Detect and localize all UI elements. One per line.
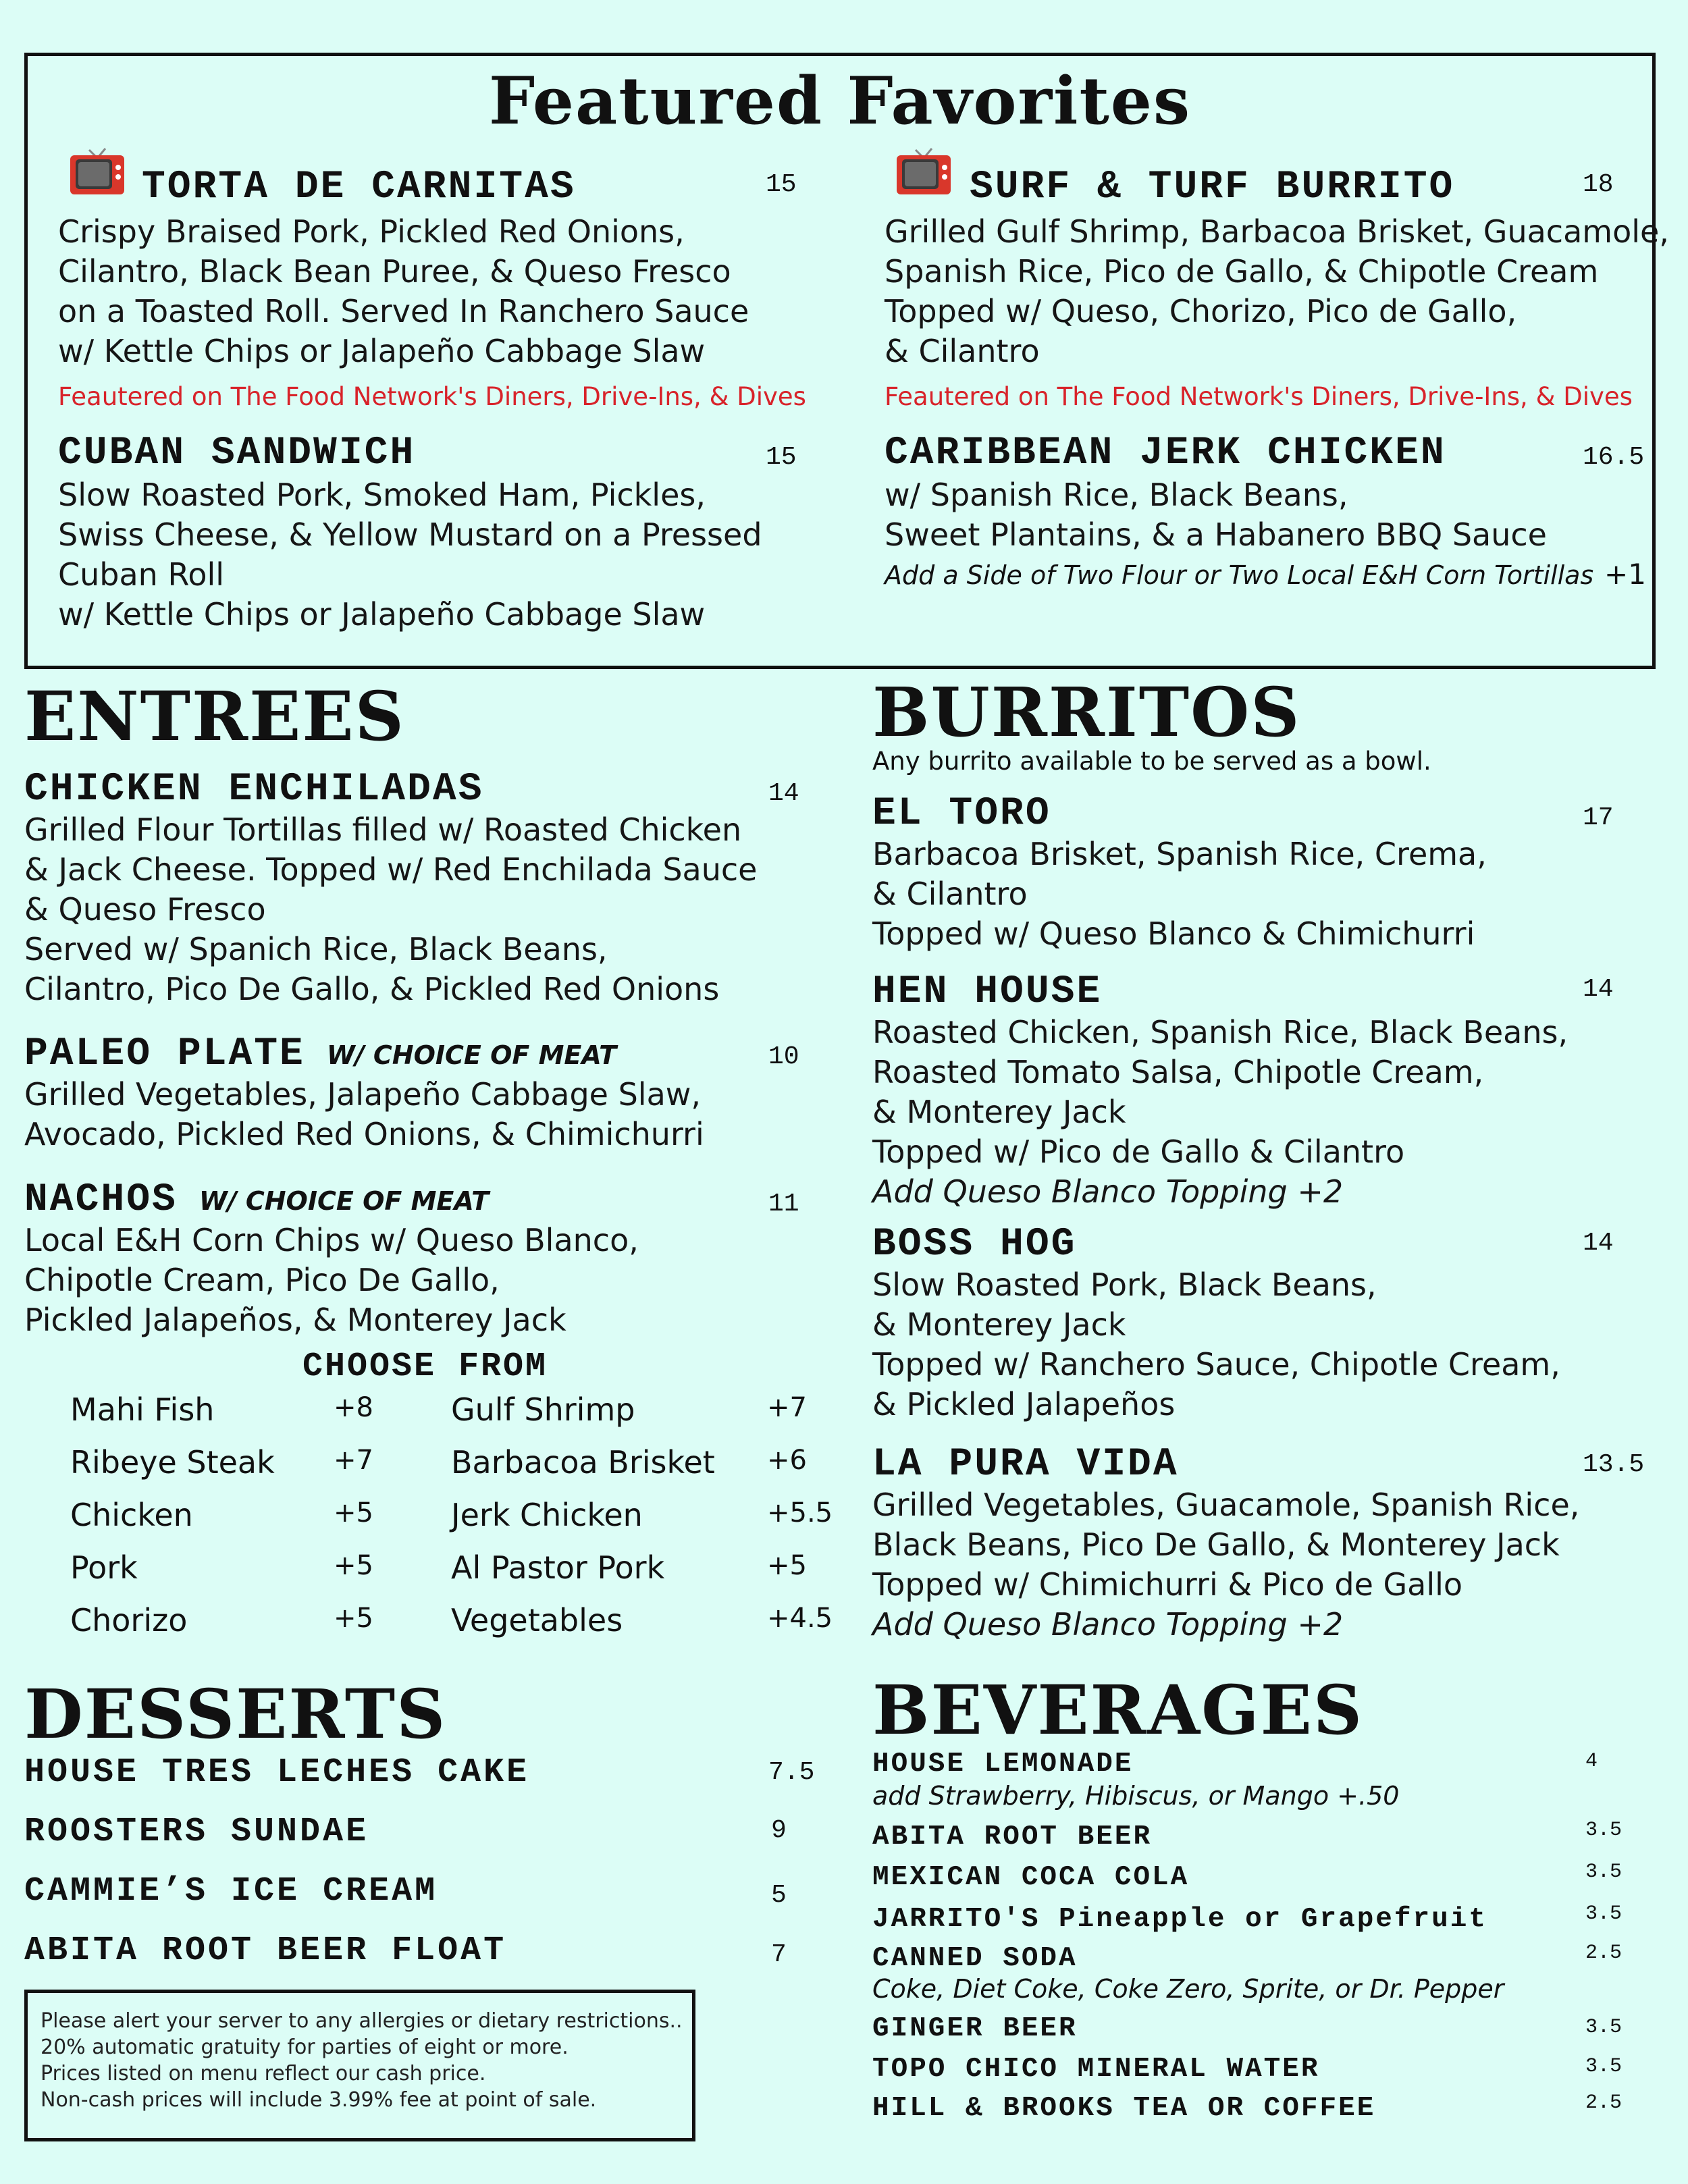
dessert-item-price: 9	[771, 1816, 787, 1845]
burrito-item-title: EL TORO	[872, 792, 1051, 836]
featured-item-price: 16.5	[1583, 443, 1645, 472]
featured-item-price: 18	[1583, 170, 1614, 199]
meat-option: Barbacoa Brisket +6	[451, 1444, 807, 1481]
burritos-subtitle: Any burrito available to be served as a bowl.	[872, 747, 1431, 776]
beverages-title: BEVERAGES	[872, 1670, 1364, 1750]
beverage-item-title: CANNED SODA	[872, 1943, 1078, 1974]
burrito-item-description: Roasted Chicken, Spanish Rice, Black Beans, Roasted Tomato Salsa, Chipotle Cream, & Monterey Jack Topped w/ Pico de Gallo & Cilantro Add Queso Blanco Topping +2	[872, 1013, 1568, 1212]
beverage-item-title: HOUSE LEMONADE	[872, 1749, 1134, 1780]
beverage-item-price: 4	[1585, 1750, 1598, 1773]
dessert-item-title: CAMMIE’S ICE CREAM	[24, 1872, 438, 1911]
desserts-title: DESSERTS	[24, 1674, 447, 1754]
entree-item-price: 14	[768, 779, 799, 808]
beverage-item-price: 3.5	[1585, 2016, 1623, 2039]
featured-item-description: w/ Spanish Rice, Black Beans, Sweet Plantains, & a Habanero BBQ Sauce	[885, 477, 1547, 553]
meat-option: Al Pastor Pork +5	[451, 1549, 807, 1586]
meat-options-right	[451, 1389, 833, 1653]
beverage-item-price: 3.5	[1585, 1819, 1623, 1842]
entree-item-description: Local E&H Corn Chips w/ Queso Blanco, Chipotle Cream, Pico De Gallo, Pickled Jalapeños, & Monterey Jack	[24, 1222, 639, 1338]
beverage-item-title: HILL & BROOKS TEA OR COFFEE	[872, 2093, 1376, 2124]
featured-item-note: Feautered on The Food Network's Diners, Drive-Ins, & Dives	[58, 382, 806, 411]
burrito-item-description: Slow Roasted Pork, Black Beans, & Monterey Jack Topped w/ Ranchero Sauce, Chipotle Cream, & Pickled Jalapeños	[872, 1267, 1560, 1422]
featured-title: Featured Favorites	[489, 63, 1191, 139]
dessert-item-price: 5	[771, 1881, 787, 1910]
dessert-item-title: ABITA ROOT BEER FLOAT	[24, 1932, 507, 1970]
tv-icon	[69, 147, 126, 200]
meat-options-left	[70, 1389, 373, 1653]
beverage-item-title: TOPO CHICO MINERAL WATER	[872, 2054, 1320, 2085]
entree-item-title: CHICKEN ENCHILADAS	[24, 768, 484, 811]
beverage-item-sub: add Strawberry, Hibiscus, or Mango +.50	[872, 1781, 1400, 1811]
meat-option: Gulf Shrimp +7	[451, 1391, 807, 1428]
featured-item-description: Grilled Gulf Shrimp, Barbacoa Brisket, Guacamole, Spanish Rice, Pico de Gallo, & Chipotle Cream Topped w/ Queso, Chorizo, Pico de Gallo, & Cilantro	[885, 213, 1669, 369]
featured-item-title: SURF & TURF BURRITO	[970, 165, 1455, 209]
meat-option: Mahi Fish +8	[70, 1391, 373, 1428]
notice-text: Please alert your server to any allergies or dietary restrictions.. 20% automatic gratuity for parties of eight or more. Prices listed on menu reflect our cash price. Non-cash prices will include 3.99% fee at point of sale.	[41, 2009, 683, 2112]
entrees-title: ENTREES	[24, 676, 405, 756]
meat-option: Pork +5	[70, 1549, 373, 1586]
beverage-item-title: ABITA ROOT BEER	[872, 1821, 1153, 1853]
beverage-item-price: 2.5	[1585, 2092, 1623, 2114]
entree-item-description: Grilled Flour Tortillas filled w/ Roasted Chicken & Jack Cheese. Topped w/ Red Enchilada Sauce & Queso Fresco Served w/ Spanich Rice, Black Beans, Cilantro, Pico De Gallo, & Pickled Red Onions	[24, 811, 758, 1007]
burritos-title: BURRITOS	[872, 672, 1301, 752]
burrito-item-description: Grilled Vegetables, Guacamole, Spanish Rice, Black Beans, Pico De Gallo, & Monterey Jack Topped w/ Chimichurri & Pico de Gallo Add Queso Blanco Topping +2	[872, 1485, 1579, 1645]
burrito-item-title: HEN HOUSE	[872, 970, 1103, 1014]
featured-item-title: CUBAN SANDWICH	[58, 431, 416, 475]
meat-option: Chorizo +5	[70, 1602, 373, 1639]
dessert-item-price: 7	[771, 1940, 787, 1969]
featured-item-description: Slow Roasted Pork, Smoked Ham, Pickles, Swiss Cheese, & Yellow Mustard on a Pressed Cuban Roll w/ Kettle Chips or Jalapeño Cabbage Slaw	[58, 477, 762, 633]
featured-item-price: 15	[766, 443, 797, 472]
dessert-item-price: 7.5	[768, 1758, 815, 1787]
meat-option: Vegetables +4.5	[451, 1602, 833, 1639]
meat-option: Jerk Chicken +5.5	[451, 1497, 833, 1533]
entree-item-price: 11	[768, 1190, 799, 1219]
burrito-item-price: 13.5	[1583, 1450, 1645, 1479]
featured-item-price: 15	[766, 170, 797, 199]
featured-item-title: CARIBBEAN JERK CHICKEN	[885, 431, 1446, 475]
entree-item-description: Grilled Vegetables, Jalapeño Cabbage Slaw, Avocado, Pickled Red Onions, & Chimichurri	[24, 1076, 704, 1152]
beverage-item-title: MEXICAN COCA COLA	[872, 1862, 1190, 1893]
burrito-item-price: 17	[1583, 803, 1614, 832]
featured-item-note: Feautered on The Food Network's Diners, Drive-Ins, & Dives	[885, 382, 1633, 411]
beverage-item-price: 2.5	[1585, 1942, 1623, 1965]
choose-from-heading: CHOOSE FROM	[302, 1348, 548, 1386]
beverage-item-title: JARRITO'S Pineapple or Grapefruit	[872, 1904, 1487, 1935]
entree-item-title: PALEO PLATE W/ CHOICE OF MEAT	[24, 1032, 617, 1076]
featured-item-description: Crispy Braised Pork, Pickled Red Onions, Cilantro, Black Bean Puree, & Queso Fresco on a Toasted Roll. Served In Ranchero Sauce w/ Kettle Chips or Jalapeño Cabbage Slaw	[58, 213, 749, 369]
burrito-item-price: 14	[1583, 1229, 1614, 1258]
dessert-item-title: HOUSE TRES LECHES CAKE	[24, 1753, 530, 1792]
beverage-item-price: 3.5	[1585, 2055, 1623, 2078]
beverage-item-sub: Coke, Diet Coke, Coke Zero, Sprite, or Dr. Pepper	[872, 1974, 1504, 2004]
dessert-item-title: ROOSTERS SUNDAE	[24, 1813, 369, 1851]
entree-item-title: NACHOS W/ CHOICE OF MEAT	[24, 1178, 490, 1222]
entree-item-qualifier: W/ CHOICE OF MEAT	[326, 1040, 617, 1070]
burrito-item-description: Barbacoa Brisket, Spanish Rice, Crema, & Cilantro Topped w/ Queso Blanco & Chimichurri	[872, 836, 1487, 952]
entree-item-price: 10	[768, 1042, 799, 1071]
beverage-item-title: GINGER BEER	[872, 2013, 1078, 2044]
meat-option: Ribeye Steak +7	[70, 1444, 373, 1481]
beverage-item-price: 3.5	[1585, 1861, 1623, 1884]
burrito-item-title: BOSS HOG	[872, 1223, 1077, 1267]
featured-item-addon: Add a Side of Two Flour or Two Local E&H Corn Tortillas	[885, 560, 1594, 590]
entree-item-qualifier: W/ CHOICE OF MEAT	[199, 1186, 490, 1216]
meat-option: Chicken +5	[70, 1497, 373, 1533]
featured-item-addon-price: +1	[1604, 558, 1646, 591]
tv-icon	[895, 147, 952, 200]
burrito-item-addon: Add Queso Blanco Topping +2	[872, 1173, 1344, 1210]
featured-item-title: TORTA DE CARNITAS	[142, 165, 576, 209]
beverage-item-price: 3.5	[1585, 1902, 1623, 1925]
burrito-item-addon: Add Queso Blanco Topping +2	[872, 1606, 1344, 1643]
burrito-item-title: LA PURA VIDA	[872, 1443, 1179, 1487]
burrito-item-price: 14	[1583, 975, 1614, 1004]
